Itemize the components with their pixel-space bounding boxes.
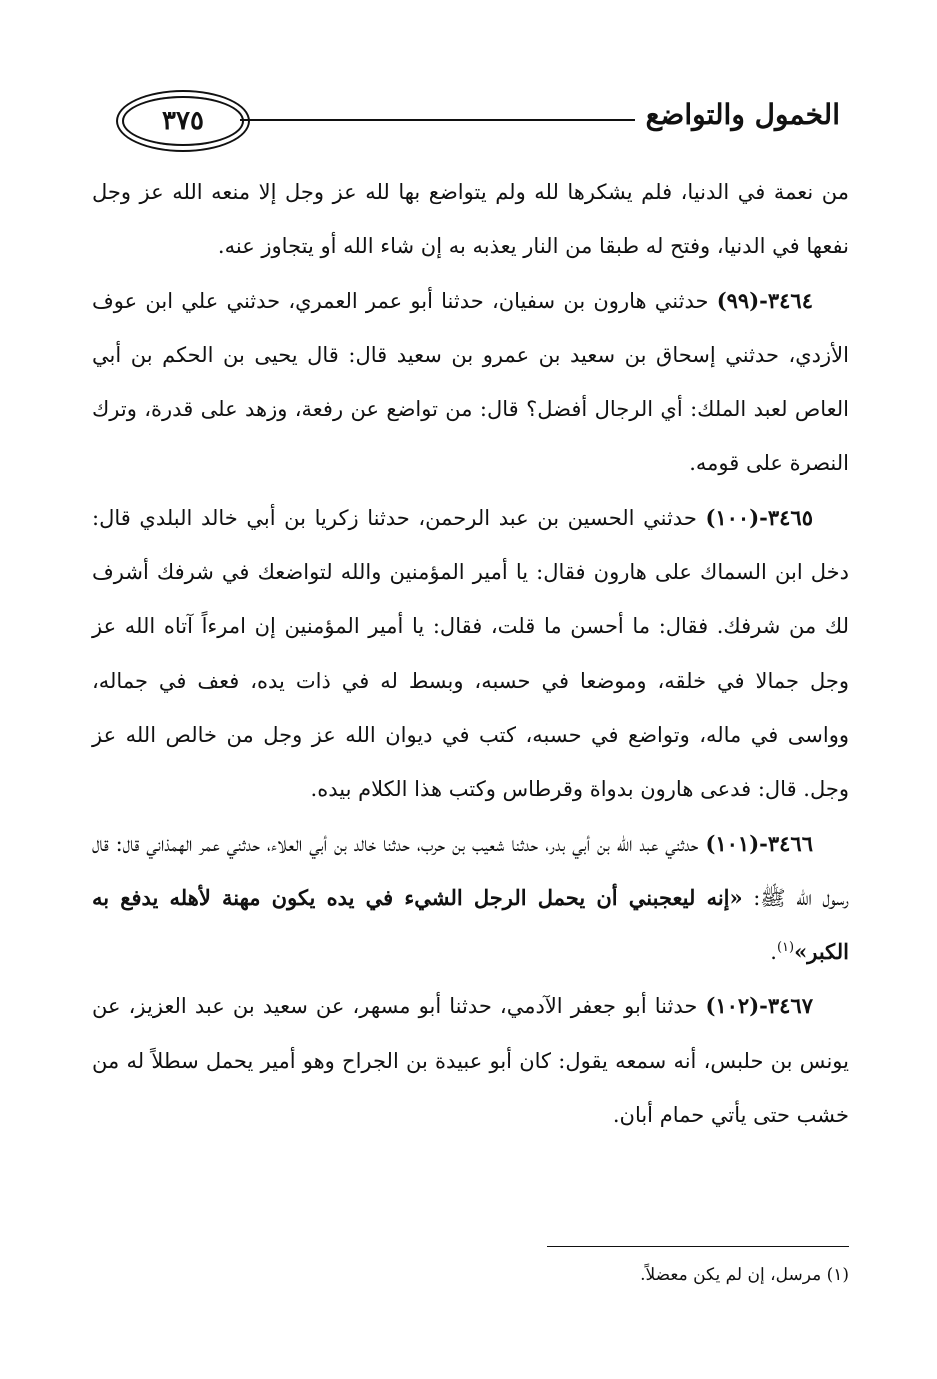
- header-rule: [240, 119, 635, 121]
- hadith-text: حدثني الحسين بن عبد الرحمن، حدثنا زكريا بن أبي خالد البلدي قال: دخل ابن السماك على هارون فقال: يا أمير المؤمنين والله لتواضعك في شرفك أشرف لك من شرفك. فقال: ما أحسن ما قلت، فقال: يا أمير المؤمنين إن امرءاً آتاه الله عز وجل جمالا في خلقه، وموضعا في حسبه، وبسط له في ذات يده، فعف في جماله، وواسى في ماله، وتواضع في حسبه، كتب في ديوان الله عز وجل من خالص الله عز وجل. قال: فدعى هارون بدواة وقرطاس وكتب هذا الكلام بيده.: [92, 505, 849, 802]
- hadith-number: ٣٤٦٧-(١٠٢): [705, 993, 813, 1019]
- hadith-number: ٣٤٦٦-(١٠١): [705, 830, 813, 856]
- hadith-3467: [92, 979, 849, 1142]
- hadith-3466: ٣٤٦٦-(١٠١) حدثني عبد الله بن أبي بدر، حدثنا شعيب بن حرب، حدثنا خالد بن أبي العلاء، حدثني عمر الهمذاني قال: قال رسول الله ﷺ: «إنه ليعجبني أن يحمل الرجل الشيء في يده يكون مهنة لأهله يدفع به الكبر»$^{(١)}$.: [92, 830, 849, 965]
- paragraph-continuation: من نعمة في الدنيا، فلم يشكرها لله ولم يتواضع بها لله عز وجل إلا منعه الله عز وجل نفعها في الدنيا، وفتح له طبقا من النار يعذبه به إن شاء الله أو يتجاوز عنه.: [92, 180, 849, 259]
- hadith-3465: [92, 491, 849, 817]
- hadith-number: ٣٤٦٥-(١٠٠): [705, 504, 813, 530]
- prophetic-quote: «إنه ليعجبني أن يحمل الرجل الشيء في يده يكون مهنة لأهله يدفع به الكبر»: [92, 884, 849, 965]
- footnote-separator: [547, 1246, 849, 1247]
- hadith-3464: [92, 274, 849, 491]
- hadith-text: حدثني هارون بن سفيان، حدثنا أبو عمر العمري، حدثني علي ابن عوف الأزدي، حدثني إسحاق بن سعيد بن عمرو بن سعيد قال: قال يحيى بن الحكم بن أبي العاص لعبد الملك: أي الرجال أفضل؟ قال: من تواضع عن رفعة، وزهد على قدرة، وترك النصرة على قومه.: [92, 288, 849, 476]
- chapter-title: الخمول والتواضع: [645, 98, 840, 131]
- page-body: [92, 165, 849, 1142]
- footnote: (١) مرسل، إن لم يكن معضلاً.: [640, 1265, 849, 1285]
- footnote-reference[interactable]: (١): [776, 940, 795, 956]
- hadith-text: حدثنا أبو جعفر الآدمي، حدثنا أبو مسهر، عن سعيد بن عبد العزيز، عن يونس بن حلبس، أنه سمعه يقول: كان أبو عبيدة بن الجراح وهو أمير يحمل سطلاً له من خشب حتى يأتي حمام أبان.: [92, 994, 849, 1128]
- hadith-text: حدثني عبد الله بن أبي بدر، حدثنا شعيب بن حرب، حدثنا خالد بن أبي العلاء، حدثني عمر الهمذاني قال: قال رسول الله ﷺ:: [92, 831, 849, 910]
- page-number: ٣٧٥: [162, 106, 204, 136]
- page-number-badge: [122, 96, 244, 146]
- hadith-number: ٣٤٦٤-(٩٩): [716, 287, 813, 313]
- running-header: [100, 92, 840, 152]
